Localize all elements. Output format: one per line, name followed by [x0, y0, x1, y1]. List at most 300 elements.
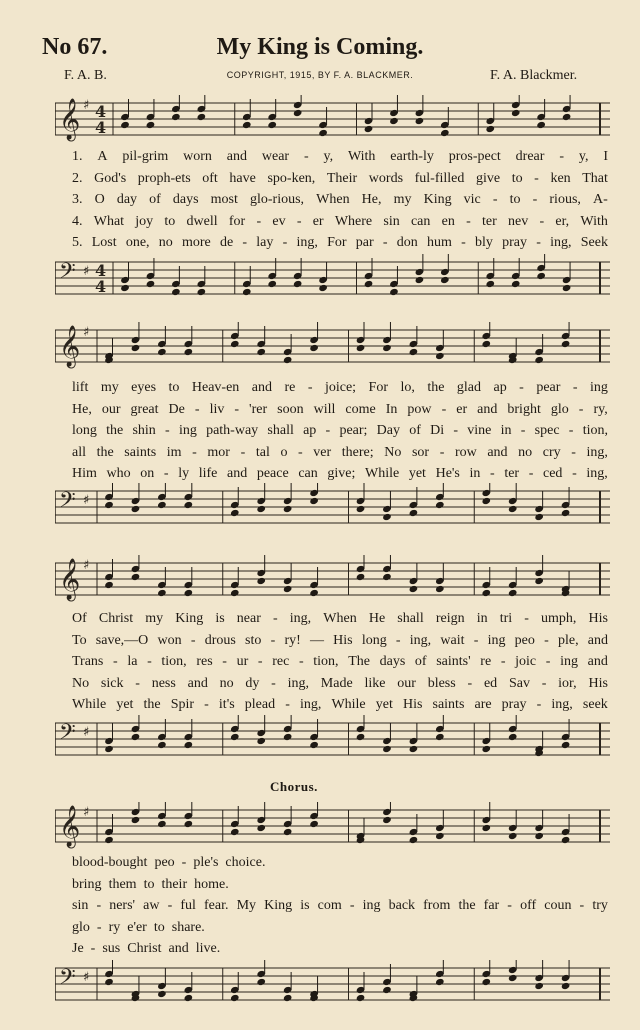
- lyric-syllable: ry: [108, 919, 121, 935]
- lyric-syllable: ing,: [296, 235, 318, 250]
- note-head: [382, 745, 392, 753]
- lyric-syllable: glad: [456, 380, 482, 395]
- lyric-syllable: When: [316, 192, 350, 207]
- note-head: [561, 982, 571, 990]
- lyric-syllable: -: [534, 170, 539, 186]
- lyric-syllable: -: [257, 654, 263, 669]
- lyric-syllable: peo: [154, 855, 175, 870]
- lyric-syllable: 4.: [72, 213, 83, 229]
- note-head: [171, 113, 181, 121]
- lyric-syllable: lo,: [400, 380, 415, 395]
- lyric-syllable: yet: [375, 697, 393, 712]
- lyric-syllable: Christ: [98, 611, 134, 626]
- lyric-syllable: saints': [436, 654, 471, 669]
- note-head: [318, 129, 328, 137]
- lyric-syllable: don: [396, 235, 418, 250]
- lyric-syllable: res: [196, 654, 213, 669]
- note-head: [508, 733, 518, 741]
- lyric-syllable: Je: [72, 941, 84, 956]
- note-head: [256, 577, 266, 585]
- note-head: [157, 348, 167, 356]
- lyric-syllable: tal: [255, 444, 270, 460]
- lyric-syllable: yet: [116, 697, 134, 712]
- lyric-syllable: -: [578, 401, 584, 417]
- lyric-syllable: seek: [582, 697, 608, 712]
- lyric-syllable: -: [545, 654, 551, 669]
- lyric-syllable: -: [571, 444, 576, 460]
- lyric-syllable: ing,: [299, 697, 322, 712]
- lyric-syllable: and: [226, 466, 248, 481]
- lyric-syllable: ced: [543, 466, 563, 481]
- lyric-syllable: -: [270, 632, 276, 648]
- lyric-syllable: ry!: [284, 632, 301, 648]
- lyric-syllable: in: [476, 611, 488, 626]
- note-head: [283, 585, 293, 593]
- lyric-syllable: life: [198, 466, 218, 481]
- lyric-syllable: oft: [202, 170, 218, 186]
- lyric-syllable: row: [454, 444, 477, 460]
- lyric-syllable: days: [379, 654, 406, 669]
- note-head: [104, 581, 114, 589]
- key-signature-sharp-icon: ♯: [83, 264, 90, 279]
- lyric-syllable: save,—O: [95, 632, 149, 648]
- lyric-syllable: im: [166, 444, 182, 460]
- lyric-syllable: -: [507, 898, 512, 913]
- lyric-syllable: and: [168, 941, 189, 956]
- lyric-syllable: pros-pect: [448, 149, 501, 164]
- lyric-syllable: His: [402, 697, 423, 712]
- note-head: [435, 352, 445, 360]
- lyrics-system-2: [72, 377, 608, 485]
- lyric-syllable: A-: [592, 192, 608, 207]
- lyric-syllable: Christ: [127, 941, 162, 956]
- lyric-syllable: and: [226, 149, 248, 164]
- note-head: [356, 733, 366, 741]
- note-head: [157, 741, 167, 749]
- note-head: [267, 280, 277, 288]
- lyric-syllable: -: [466, 213, 471, 229]
- lyric-syllable: King: [423, 192, 452, 207]
- lyric-syllable: lay: [256, 235, 274, 250]
- lyric-syllable: In: [385, 401, 398, 417]
- note-head: [184, 820, 194, 828]
- lyric-syllable: to: [153, 919, 165, 935]
- lyric-syllable: can: [298, 466, 318, 481]
- lyric-syllable: Di: [430, 423, 445, 438]
- note-head: [508, 589, 518, 597]
- note-head: [242, 288, 252, 296]
- lyric-syllable: one,: [125, 235, 150, 250]
- note-head: [309, 497, 319, 505]
- note-head: [534, 513, 544, 521]
- note-head: [230, 340, 240, 348]
- lyric-syllable: The: [348, 654, 370, 669]
- note-head: [256, 978, 266, 986]
- lyric-syllable: ap: [303, 423, 317, 438]
- lyric-syllable: -: [441, 401, 447, 417]
- lyric-syllable: the: [143, 697, 161, 712]
- lyric-syllable: -: [572, 466, 577, 481]
- lyric-syllable: path-way: [206, 423, 259, 438]
- lyric-syllable: bright: [507, 401, 541, 417]
- note-head: [131, 505, 141, 513]
- lyric-syllable: sin: [383, 213, 400, 229]
- note-head: [230, 994, 240, 1002]
- lyric-line: [72, 232, 608, 254]
- lyric-syllable: e'er: [127, 919, 147, 935]
- lyric-syllable: Him: [72, 466, 97, 481]
- lyric-syllable: can: [410, 213, 431, 229]
- lyric-syllable: ing: [178, 423, 197, 438]
- key-signature-sharp-icon: ♯: [83, 805, 90, 820]
- lyric-syllable: have: [229, 170, 256, 186]
- note-head: [562, 113, 572, 121]
- lyric-syllable: there;: [341, 444, 374, 460]
- lyric-syllable: -: [234, 401, 240, 417]
- note-head: [104, 501, 114, 509]
- lyric-syllable: the: [96, 444, 114, 460]
- lyric-line: [72, 420, 608, 442]
- note-head: [382, 513, 392, 521]
- lyric-syllable: hum: [427, 235, 452, 250]
- note-head: [283, 505, 293, 513]
- lyric-syllable: Day: [376, 423, 400, 438]
- lyric-syllable: -: [539, 213, 545, 229]
- lyric-syllable: come: [345, 401, 376, 417]
- lyric-syllable: wait: [440, 632, 465, 648]
- lyric-syllable: -: [490, 466, 495, 481]
- note-head: [508, 832, 518, 840]
- note-head: [157, 990, 167, 998]
- lyric-syllable: Lost: [91, 235, 117, 250]
- treble-staff: [55, 322, 610, 367]
- lyric-syllable: great: [130, 401, 159, 417]
- lyric-syllable: ver: [313, 444, 332, 460]
- lyric-syllable: is: [300, 898, 310, 913]
- key-signature-sharp-icon: ♯: [83, 558, 90, 573]
- lyric-syllable: cry: [542, 444, 561, 460]
- lyric-syllable: -: [96, 898, 102, 913]
- note-head: [157, 820, 167, 828]
- note-head: [120, 121, 130, 129]
- treble-clef-icon: 𝄞: [59, 326, 81, 367]
- note-head: [382, 986, 392, 994]
- lyric-syllable: peace: [256, 466, 289, 481]
- lyric-syllable: to: [168, 380, 180, 395]
- chorus-label: Chorus.: [270, 779, 318, 794]
- lyric-syllable: -: [325, 423, 331, 438]
- lyric-syllable: er: [456, 401, 468, 417]
- lyric-syllable: bly: [475, 235, 493, 250]
- lyric-syllable: yet: [408, 466, 426, 481]
- lyric-syllable: long: [361, 632, 387, 648]
- lyric-syllable: par: [355, 235, 374, 250]
- lyric-syllable: no: [518, 444, 533, 460]
- lyric-syllable: Made: [320, 675, 353, 691]
- note-head: [197, 288, 207, 296]
- lyric-syllable: the: [427, 380, 445, 395]
- staff-engraving: [55, 322, 610, 370]
- lyric-syllable: share.: [171, 919, 205, 935]
- lyric-syllable: sus: [102, 941, 121, 956]
- lyric-line: [72, 608, 608, 630]
- lyric-syllable: -: [303, 149, 309, 164]
- lyric-syllable: glo: [72, 919, 90, 935]
- lyric-syllable: No: [72, 675, 90, 691]
- lyric-syllable: in: [469, 466, 481, 481]
- lyric-syllable: lift: [72, 380, 89, 395]
- note-head: [409, 836, 419, 844]
- lyric-syllable: -: [382, 235, 388, 250]
- note-head: [511, 109, 521, 117]
- lyric-syllable: ful-filled: [414, 170, 465, 186]
- lyric-syllable: ed: [483, 675, 498, 691]
- lyric-syllable: He: [368, 611, 386, 626]
- note-head: [561, 509, 571, 517]
- lyric-syllable: 2.: [72, 170, 83, 186]
- note-head: [485, 125, 495, 133]
- lyric-syllable: -: [536, 235, 541, 250]
- lyric-syllable: While: [72, 697, 107, 712]
- note-head: [440, 129, 450, 137]
- note-head: [230, 828, 240, 836]
- note-head: [267, 121, 277, 129]
- note-head: [120, 284, 130, 292]
- note-head: [146, 280, 156, 288]
- note-head: [435, 501, 445, 509]
- note-head: [283, 356, 293, 364]
- lyric-syllable: my: [393, 192, 412, 207]
- lyric-syllable: pear: [536, 380, 561, 395]
- note-head: [561, 836, 571, 844]
- lyric-syllable: ur: [236, 654, 249, 669]
- lyric-syllable: When: [323, 611, 357, 626]
- lyric-syllable: vic: [463, 192, 481, 207]
- note-head: [481, 824, 491, 832]
- copyright-notice: COPYRIGHT, 1915, BY F. A. BLACKMER.: [226, 70, 414, 80]
- lyric-syllable: ing,: [586, 444, 608, 460]
- lyric-syllable: and: [587, 632, 608, 648]
- lyric-syllable: sto: [245, 632, 262, 648]
- key-signature-sharp-icon: ♯: [83, 98, 90, 113]
- lyric-syllable: joy: [135, 213, 154, 229]
- bass-staff: [55, 960, 610, 995]
- note-head: [415, 276, 425, 284]
- note-head: [415, 117, 425, 125]
- lyric-line: [72, 211, 608, 233]
- lyric-syllable: -: [572, 380, 578, 395]
- lyric-syllable: ing,: [289, 611, 312, 626]
- lyric-syllable: days: [172, 192, 199, 207]
- lyric-syllable: and: [251, 380, 272, 395]
- lyric-syllable: -: [544, 632, 549, 648]
- lyric-syllable: -: [113, 654, 118, 669]
- lyric-syllable: ken: [550, 170, 571, 186]
- lyric-line: [72, 146, 608, 168]
- lyric-syllable: That: [582, 170, 608, 186]
- note-head: [318, 284, 328, 292]
- lyric-syllable: home.: [194, 876, 229, 892]
- lyric-syllable: long: [72, 423, 97, 438]
- time-signature: 4: [95, 118, 107, 137]
- note-head: [508, 505, 518, 513]
- lyric-syllable: To: [72, 632, 87, 648]
- lyric-syllable: ing,: [550, 235, 572, 250]
- lyric-syllable: -: [163, 466, 169, 481]
- note-head: [534, 577, 544, 585]
- lyric-syllable: glo-rious,: [249, 192, 305, 207]
- lyric-syllable: drear: [515, 149, 545, 164]
- lyric-syllable: sor: [411, 444, 430, 460]
- note-head: [309, 344, 319, 352]
- lyric-syllable: For: [327, 235, 347, 250]
- lyric-syllable: my: [145, 611, 164, 626]
- lyric-line: [72, 630, 608, 652]
- bass-staff: [55, 254, 610, 296]
- lyric-syllable: saints: [124, 444, 157, 460]
- lyric-syllable: ple's: [193, 855, 219, 870]
- lyric-line: [72, 852, 608, 874]
- lyric-syllable: to: [164, 213, 176, 229]
- lyric-syllable: My: [236, 898, 257, 913]
- lyric-syllable: God's: [94, 170, 127, 186]
- lyric-syllable: ev: [272, 213, 286, 229]
- lyric-syllable: er,: [555, 213, 570, 229]
- staff-engraving: [55, 555, 610, 603]
- note-head: [104, 836, 114, 844]
- lyrics-system-1: [72, 146, 608, 254]
- lyric-syllable: most: [210, 192, 238, 207]
- note-head: [256, 737, 266, 745]
- note-head: [534, 982, 544, 990]
- treble-clef-icon: 𝄞: [59, 99, 81, 140]
- lyric-syllable: y,: [323, 149, 334, 164]
- lyric-syllable: re: [284, 380, 296, 395]
- lyric-syllable: no: [158, 235, 173, 250]
- treble-clef-icon: 𝄞: [59, 806, 81, 847]
- lyric-syllable: the: [458, 898, 476, 913]
- lyric-syllable: ing: [590, 380, 608, 395]
- lyric-syllable: -: [222, 654, 227, 669]
- lyric-syllable: dwell: [186, 213, 218, 229]
- lyric-syllable: more: [181, 235, 211, 250]
- lyric-line: [72, 895, 608, 917]
- lyric-syllable: back: [388, 898, 416, 913]
- note-head: [511, 280, 521, 288]
- lyric-syllable: vine: [467, 423, 492, 438]
- note-head: [356, 994, 366, 1002]
- lyric-syllable: bless: [427, 675, 456, 691]
- lyric-syllable: -: [282, 235, 288, 250]
- lyric-syllable: He,: [361, 192, 382, 207]
- bass-clef-icon: 𝄢: [59, 720, 76, 750]
- note-head: [356, 573, 366, 581]
- staff-engraving: [55, 95, 610, 143]
- lyric-syllable: Seek: [580, 235, 608, 250]
- lyric-line: [72, 651, 608, 673]
- lyric-syllable: tion,: [161, 654, 187, 669]
- lyric-syllable: ple,: [557, 632, 579, 648]
- lyric-syllable: ly: [178, 466, 190, 481]
- note-head: [184, 589, 194, 597]
- lyric-syllable: peo: [514, 632, 535, 648]
- note-head: [409, 585, 419, 593]
- note-head: [184, 348, 194, 356]
- note-head: [364, 280, 374, 288]
- lyric-syllable: O: [94, 192, 105, 207]
- lyric-syllable: No: [384, 444, 402, 460]
- lyric-syllable: -: [473, 632, 479, 648]
- lyric-syllable: rious,: [549, 192, 581, 207]
- note-head: [242, 121, 252, 129]
- lyric-syllable: He,: [72, 401, 92, 417]
- lyric-syllable: and: [587, 654, 608, 669]
- lyric-syllable: De: [168, 401, 185, 417]
- lyric-syllable: ter: [482, 213, 497, 229]
- lyric-syllable: ing,: [287, 675, 310, 691]
- note-head: [389, 117, 399, 125]
- lyric-syllable: to: [143, 876, 155, 892]
- lyric-syllable: sin: [72, 898, 89, 913]
- lyric-syllable: 'rer: [249, 401, 268, 417]
- lyric-syllable: -: [190, 632, 196, 648]
- note-head: [131, 344, 141, 352]
- lyric-syllable: who: [106, 466, 131, 481]
- lyric-syllable: ing: [487, 632, 506, 648]
- lyric-syllable: worn: [183, 149, 212, 164]
- lyric-syllable: -: [536, 697, 542, 712]
- note-head: [293, 280, 303, 288]
- lyric-syllable: nev: [508, 213, 529, 229]
- note-head: [481, 745, 491, 753]
- lyric-syllable: ing: [560, 654, 578, 669]
- bass-staff: [55, 483, 610, 518]
- lyric-syllable: Where: [334, 213, 373, 229]
- lyric-syllable: -: [524, 611, 529, 626]
- lyric-syllable: -: [181, 855, 187, 870]
- note-head: [435, 832, 445, 840]
- lyric-syllable: er: [312, 213, 324, 229]
- note-head: [481, 589, 491, 597]
- lyric-syllable: spec: [534, 423, 560, 438]
- lyric-syllable: A: [97, 149, 108, 164]
- lyric-syllable: Sav: [508, 675, 530, 691]
- note-head: [536, 121, 546, 129]
- lyric-syllable: -: [559, 149, 564, 164]
- lyric-syllable: of: [149, 192, 161, 207]
- note-head: [562, 284, 572, 292]
- lyric-line: [72, 694, 608, 716]
- note-head: [356, 505, 366, 513]
- lyric-syllable: With: [580, 213, 608, 229]
- lyric-syllable: Heav-en: [191, 380, 240, 395]
- lyric-syllable: -: [461, 235, 466, 250]
- bass-staff: [55, 715, 610, 750]
- note-head: [283, 994, 293, 1002]
- note-head: [481, 497, 491, 505]
- lyric-syllable: tion,: [582, 423, 608, 438]
- note-head: [534, 832, 544, 840]
- lyric-syllable: is: [215, 611, 225, 626]
- note-head: [561, 741, 571, 749]
- lyric-syllable: -: [349, 898, 355, 913]
- note-head: [104, 745, 114, 753]
- lyric-syllable: our: [101, 401, 121, 417]
- lyric-syllable: far: [483, 898, 500, 913]
- note-head: [309, 741, 319, 749]
- note-head: [184, 501, 194, 509]
- note-head: [230, 509, 240, 517]
